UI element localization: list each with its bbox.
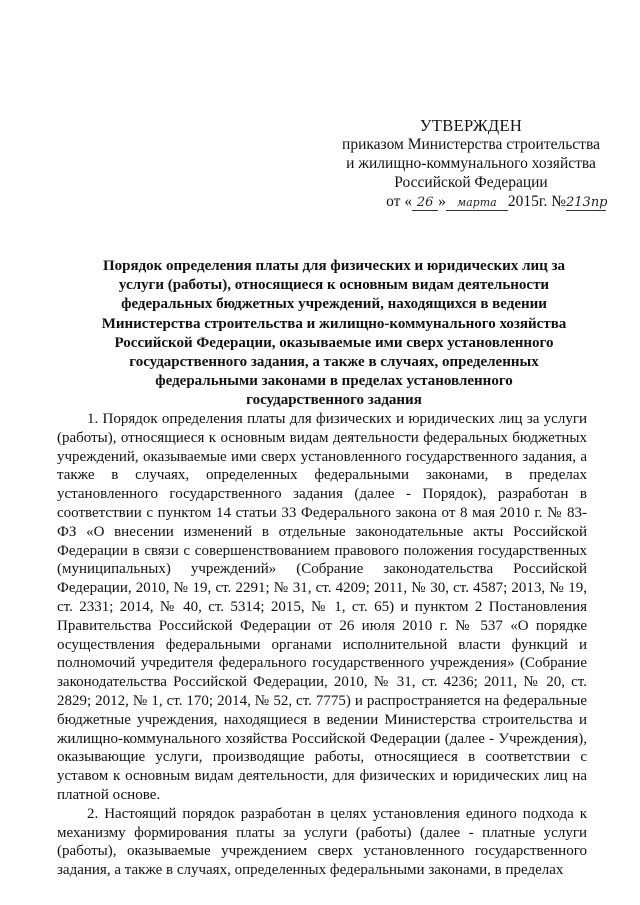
date-mid: » (438, 193, 446, 210)
approval-stamp (336, 116, 606, 211)
document-title: Порядок определения платы для физических и юридических лиц за услуги (работы), относящиеся к основным видам деятельности федеральных бюджетных учреждений, находящихся в ведении Министерства строительства и жилищно-коммунального хозяйства Российской Федерации, оказываемые ими сверх установленного государственного задания, а также в случаях, определенных федеральными законами в пределах установленного государственного задания (101, 258, 567, 409)
handwritten-order-number: 213пр (566, 195, 608, 210)
handwritten-day: 26 (412, 196, 438, 211)
approval-line-2: и жилищно-коммунального хозяйства (346, 155, 596, 172)
date-prefix: от « (386, 193, 413, 210)
year-text: 2015г. № (507, 193, 566, 210)
approval-line-1: приказом Министерства строительства (342, 136, 600, 153)
approval-heading: УТВЕРЖДЕН (419, 116, 523, 135)
approval-date-line (336, 192, 606, 211)
paragraph-2: 2. Настоящий порядок разработан в целях установления единого подхода к механизму формирования платы за услуги (работы) (далее - платные услуги (работы), оказываемые учреждением сверх установленного государственного задания, а также в случаях, определенных федеральными законами, в пределах (57, 805, 587, 879)
paragraph-1: 1. Порядок определения платы для физических и юридических лиц за услуги (работы), относящиеся к основным видам деятельности федеральных бюджетных учреждений, оказываемые ими сверх установленного государственного задания, а также в случаях, определенных федеральными законами, в пределах установленного государственного задания (далее - Порядок), разработан в соответствии с пунктом 14 статьи 33 Федерального закона от 8 мая 2010 г. № 83-ФЗ «О внесении изменений в отдельные законодательные акты Российской Федерации в связи с совершенствованием правового положения государственных (муниципальных) учреждений» (Собрание законодательства Российской Федерации, 2010, № 19, ст. 2291; № 31, ст. 4209; 2011, № 30, ст. 4587; 2013, № 19, ст. 2331; 2014, № 40, ст. 5314; 2015, № 1, ст. 65) и пунктом 2 Постановления Правительства Российской Федерации от 26 июля 2010 г. № 537 «О порядке осуществления федеральными органами исполнительной власти функций и полномочий учредителя федерального государственного учреждения» (Собрание законодательства Российской Федерации, 2010, № 31, ст. 4236; 2011, № 20, ст. 2829; 2012, № 1, ст. 170; 2014, № 52, ст. 7775) и распространяется на федеральные бюджетные учреждения, находящиеся в ведении Министерства строительства и жилищно-коммунального хозяйства Российской Федерации (далее - Учреждения), оказывающие услуги, производящие работы, относящиеся в соответствии с уставом к основным видам деятельности, для физических и юридических лиц на платной основе. (57, 411, 587, 803)
approval-line-3: Российской Федерации (394, 174, 548, 191)
document-body (57, 410, 587, 880)
handwritten-month: марта (446, 196, 508, 211)
